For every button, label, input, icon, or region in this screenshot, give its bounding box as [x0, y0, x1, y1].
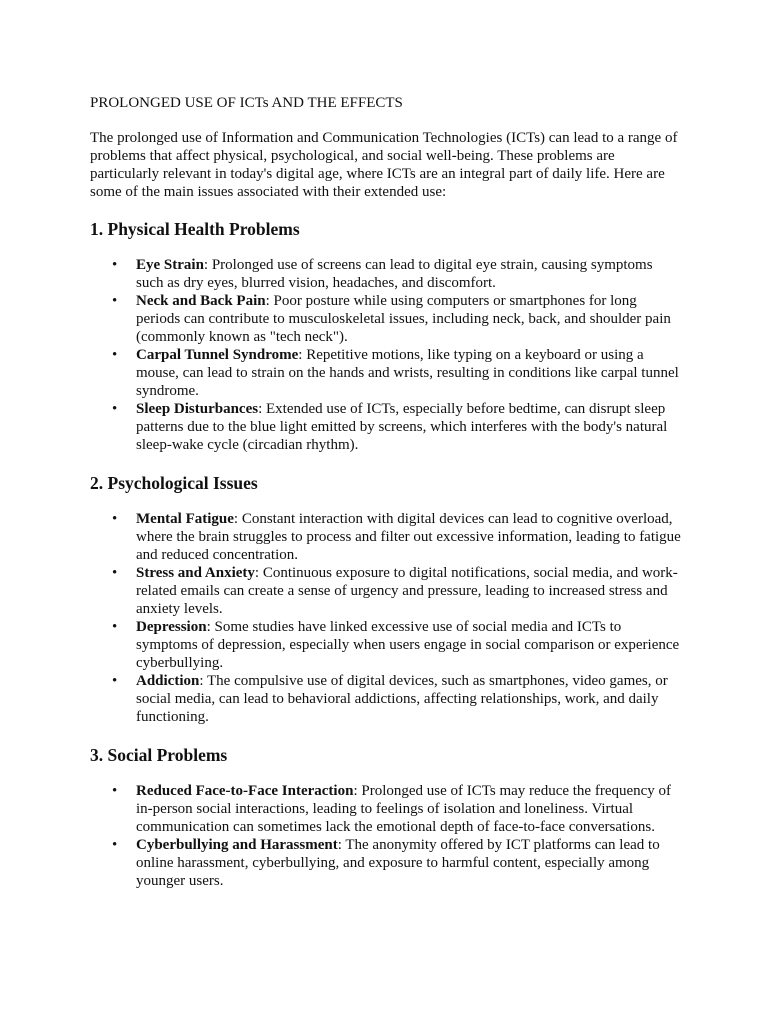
bullet-list-psychological	[90, 510, 681, 726]
item-term: Depression	[136, 619, 207, 635]
item-term: Eye Strain	[136, 257, 204, 273]
list-item	[90, 618, 681, 672]
bullet-icon: •	[112, 401, 118, 417]
list-item	[90, 346, 681, 400]
item-term: Reduced Face-to-Face Interaction	[136, 783, 354, 799]
bullet-icon: •	[112, 673, 118, 689]
intro-paragraph: The prolonged use of Information and Communication Technologies (ICTs) can lead to a range of problems that affect physical, psychological, and social well-being. These problems are particularly relevant in today's digital age, where ICTs are an integral part of daily life. Here are some of the main issues associated with their extended use:	[90, 130, 678, 200]
bullet-icon: •	[112, 619, 118, 635]
section-heading-physical: 1. Physical Health Problems	[90, 219, 300, 239]
item-text: : Extended use of ICTs, especially before bedtime, can disrupt sleep patterns due to the blue light emitted by screens, which interferes with the body's natural sleep-wake cycle (circadian rhythm).	[136, 401, 668, 453]
bullet-icon: •	[112, 565, 118, 581]
item-text: : Some studies have linked excessive use of social media and ICTs to symptoms of depression, especially when users engage in social comparison or experience cyberbullying.	[136, 619, 680, 671]
list-item	[90, 836, 681, 890]
bullet-list-social	[90, 782, 678, 890]
item-term: Sleep Disturbances	[136, 401, 259, 417]
item-text: : Continuous exposure to digital notifications, social media, and work-related emails can create a sense of urgency and pressure, leading to increased stress and anxiety levels.	[136, 565, 678, 617]
bullet-icon: •	[112, 511, 118, 527]
list-item	[90, 510, 681, 564]
bullet-icon: •	[112, 293, 118, 309]
item-term: Neck and Back Pain	[136, 293, 266, 309]
list-item	[90, 564, 681, 618]
bullet-icon: •	[112, 347, 118, 363]
bullet-icon: •	[112, 257, 118, 273]
item-term: Carpal Tunnel Syndrome	[136, 347, 299, 363]
list-item	[90, 292, 681, 346]
list-item	[90, 672, 681, 726]
item-text: : The anonymity offered by ICT platforms can lead to online harassment, cyberbullying, and exposure to harmful content, especially among younger users.	[136, 837, 660, 889]
item-text: : Repetitive motions, like typing on a keyboard or using a mouse, can lead to strain on the hands and wrists, resulting in conditions like carpal tunnel syndrome.	[136, 347, 679, 399]
item-term: Stress and Anxiety	[136, 565, 255, 581]
section-heading-social: 3. Social Problems	[90, 745, 228, 765]
item-term: Mental Fatigue	[136, 511, 234, 527]
item-text: : Poor posture while using computers or smartphones for long periods can contribute to musculoskeletal issues, including neck, back, and shoulder pain (commonly known as "tech neck").	[136, 293, 671, 345]
list-item	[90, 256, 681, 292]
item-text: : Prolonged use of screens can lead to digital eye strain, causing symptoms such as dry eyes, blurred vision, headaches, and discomfort.	[136, 257, 653, 291]
bullet-list-physical	[90, 256, 678, 454]
bullet-icon: •	[112, 837, 118, 853]
item-term: Cyberbullying and Harassment	[136, 837, 338, 853]
item-term: Addiction	[136, 673, 200, 689]
document-title: PROLONGED USE OF ICTs AND THE EFFECTS	[90, 95, 403, 111]
list-item	[90, 782, 681, 836]
item-text: : Prolonged use of ICTs may reduce the frequency of in-person social interactions, leading to feelings of isolation and loneliness. Virtual communication can sometimes lack the emotional depth of face-to-face conversations.	[136, 783, 672, 835]
section-heading-psychological: 2. Psychological Issues	[90, 473, 258, 493]
bullet-icon: •	[112, 783, 118, 799]
item-text: : The compulsive use of digital devices, such as smartphones, video games, or social media, can lead to behavioral addictions, affecting relationships, work, and daily functioning.	[136, 673, 668, 725]
list-item	[90, 400, 681, 454]
item-text: : Constant interaction with digital devices can lead to cognitive overload, where the brain struggles to process and filter out excessive information, leading to fatigue and reduced concentration.	[136, 511, 681, 563]
